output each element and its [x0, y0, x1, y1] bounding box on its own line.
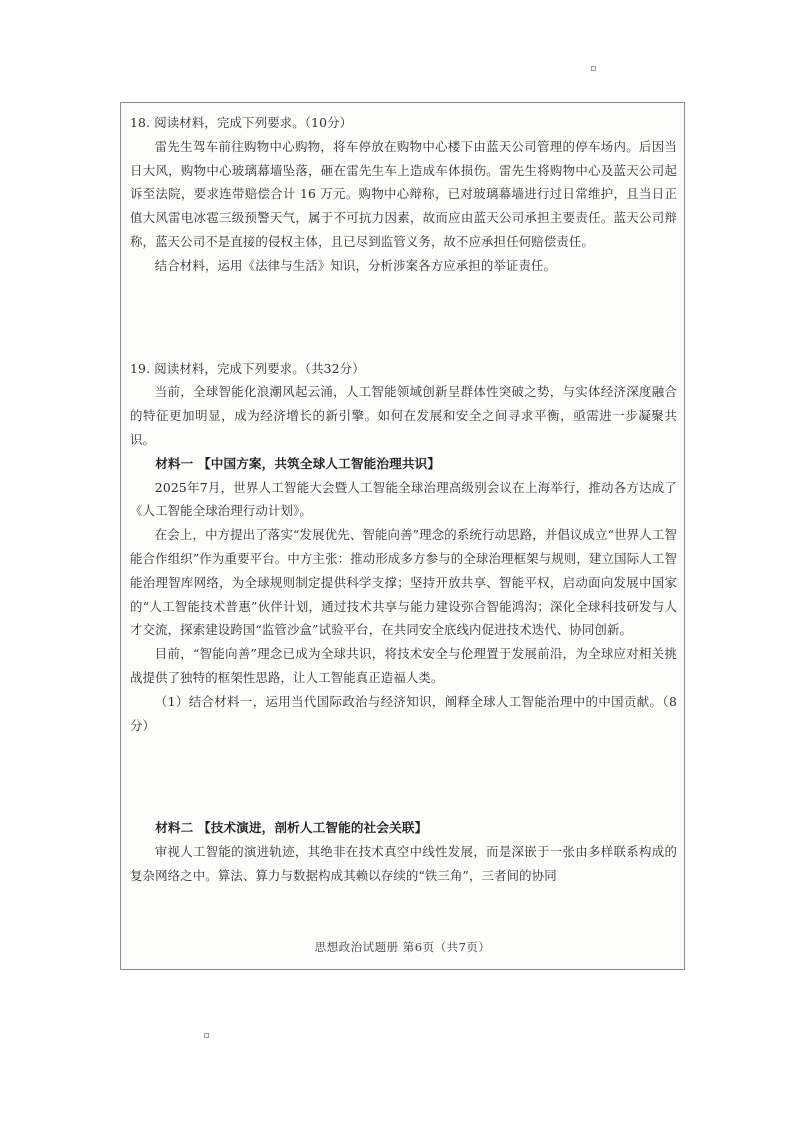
page-footer: 思想政治试题册 第6页（共7页） — [314, 940, 491, 954]
question-18-prompt: 结合材料，运用《法律与生活》知识，分析涉案各方应承担的举证责任。 — [154, 257, 557, 273]
question-18-material: 雷先生驾车前往购物中心购物，将车停放在购物中心楼下由蓝天公司管理的停车场内。后因当日大风，购物中心玻璃幕墙坠落，砸在雷先生车上造成车体损伤。雷先生将购物中心及蓝天公司起诉至法院，要求连带赔偿合计 16 万元。购物中心辩称，已对玻璃幕墙进行过日常维护，且当日正值大风雷电冰雹三级预警天气，属于不可抗力因素，故而应由蓝天公司承担主要责任。蓝天公司辩称，蓝天公司不是直接的侵权主体，且已尽到监管义务，故不应承担任何赔偿责任。 — [130, 138, 677, 249]
answer-space-q18 — [130, 278, 677, 357]
question-19-title: 19. 阅读材料，完成下列要求。（共32分） — [130, 360, 365, 376]
page-corner-mark-bottom — [204, 1033, 209, 1038]
material-1-paragraph: 2025年7月，世界人工智能大会暨人工智能全球治理高级别会议在上海举行，推动各方达成了《人工智能全球治理行动计划》。 — [130, 479, 677, 519]
material-1-paragraph: 目前，“智能向善”理念已成为全球共识，将技术安全与伦理置于发展前沿，为全球应对相关挑战提供了独特的框架性思路，让人工智能真正造福人类。 — [130, 646, 677, 685]
material-1-heading: 材料一 【中国方案，共筑全球人工智能治理共识】 — [155, 455, 441, 471]
material-1-paragraph: 在会上，中方提出了落实“发展优先、智能向善”理念的系统行动思路，并倡议成立“世界人工智能合作组织”作为重要平台。中方主张：推动形成多方参与的全球治理框架与规则，建立国际人工智能治理智库网络，为全球规则制定提供科学支撑；坚持开放共享、智能平权，启动面向发展中国家的“人工智能技术普惠”伙伴计划，通过技术共享与能力建设弥合智能鸿沟；深化全球科技研发与人才交流，探索建设跨国“监管沙盒”试验平台，在共同安全底线内促进技术迭代、协同创新。 — [130, 527, 677, 638]
material-2-paragraph: 审视人工智能的演进轨迹，其绝非在技术真空中线性发展，而是深嵌于一张由多样联系构成的复杂网络之中。算法、算力与数据构成其赖以存续的“铁三角”，三者间的协同 — [130, 844, 677, 883]
question-18-title: 18. 阅读材料，完成下列要求。（10分） — [130, 115, 353, 130]
question-19-intro: 当前，全球智能化浪潮风起云涌，人工智能领域创新呈群体性突破之势，与实体经济深度融合的特征更加明显，成为经济增长的新引擎。如何在发展和安全之间寻求平衡，亟需进一步凝聚共识。 — [130, 384, 677, 447]
exam-content — [130, 111, 677, 888]
page-corner-mark-top — [591, 66, 596, 71]
question-19-1-prompt: （1）结合材料一，运用当代国际政治与经济知识，阐释全球人工智能治理中的中国贡献。（8分） — [130, 693, 677, 733]
answer-space-q19-1 — [130, 737, 677, 816]
material-2-heading: 材料二 【技术演进，剖析人工智能的社会关联】 — [155, 820, 428, 836]
exam-page — [120, 102, 685, 970]
